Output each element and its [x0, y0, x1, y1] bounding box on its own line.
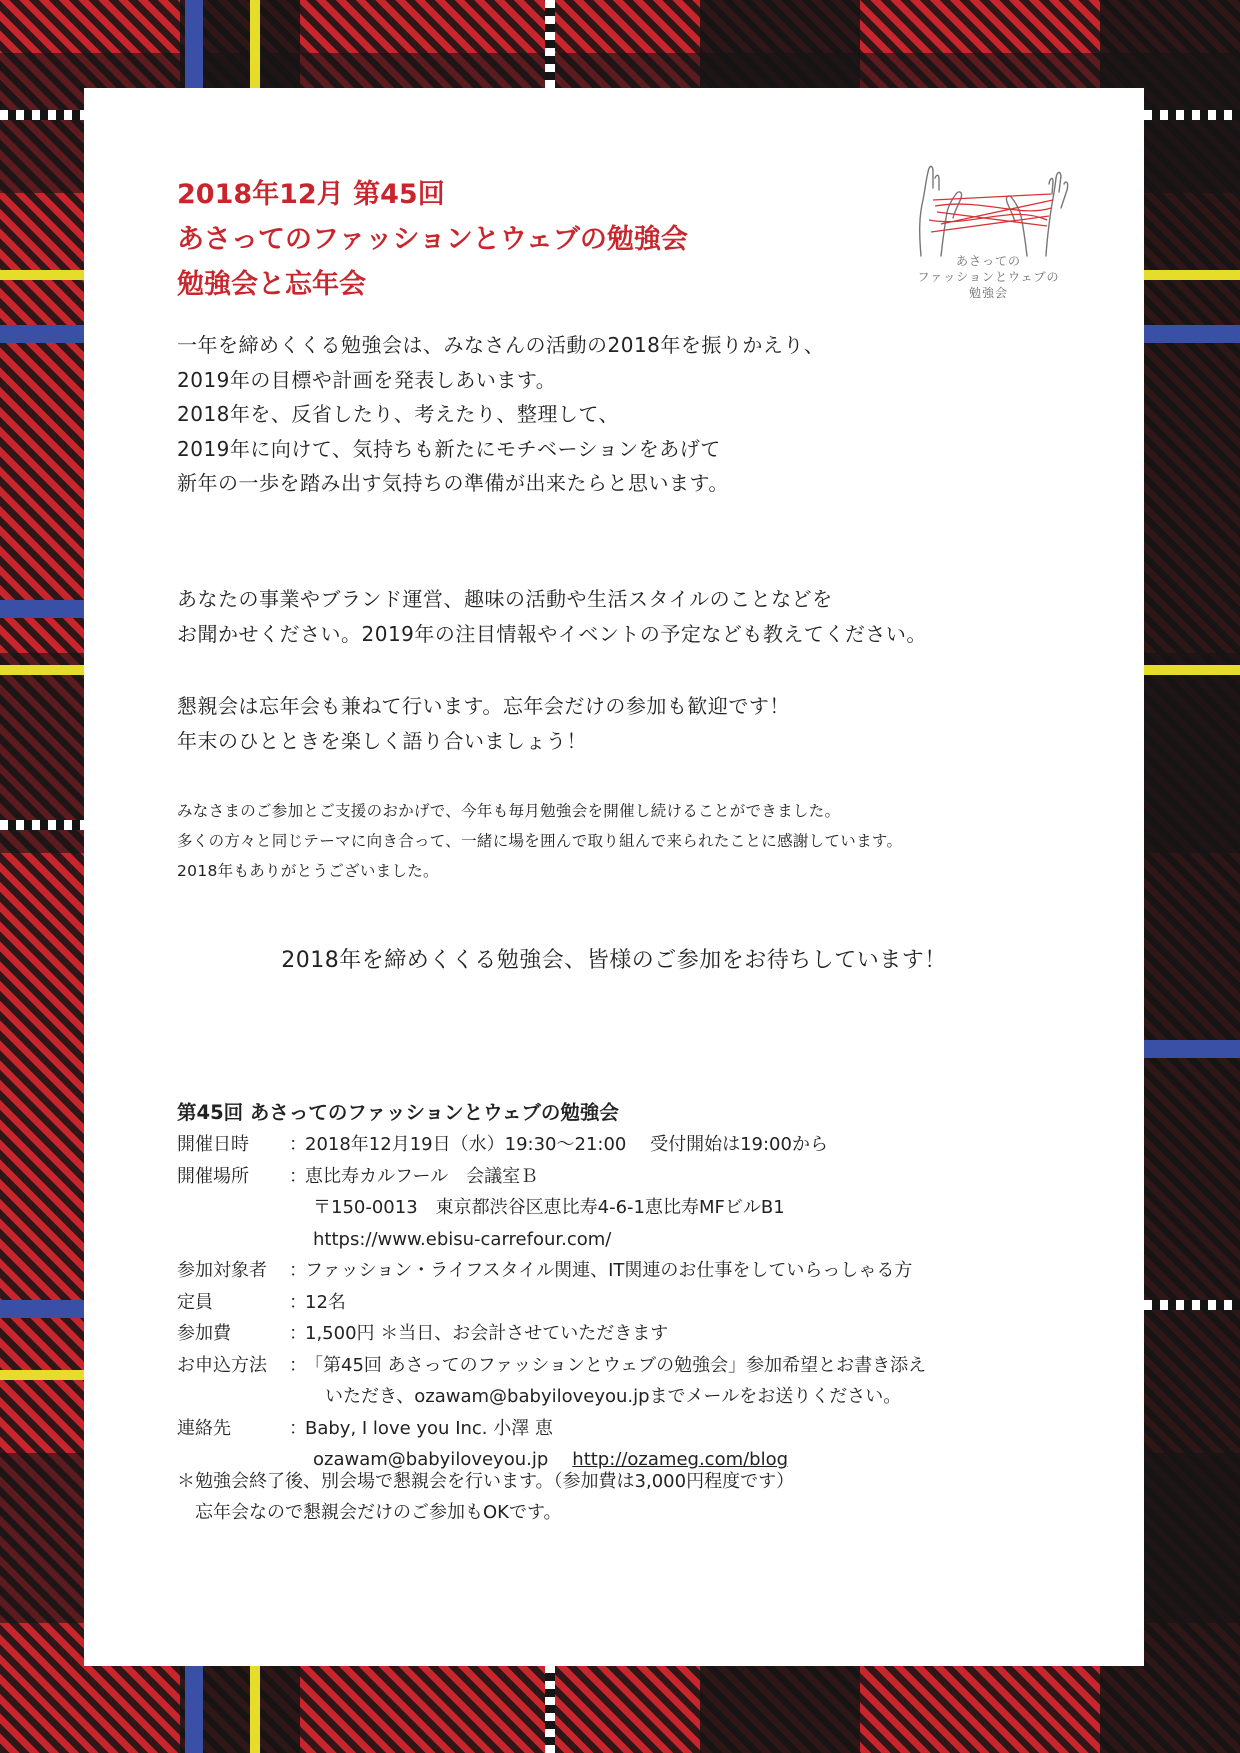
tartan-stripe-yellow-right2	[1144, 665, 1240, 675]
detail-colon: ：	[289, 1354, 307, 1376]
detail-value: ファッション・ライフスタイル関連、IT関連のお仕事をしていらっしゃる方	[305, 1260, 913, 1281]
flyer-title	[177, 172, 688, 307]
tartan-stripe-blue-bottom	[185, 1666, 203, 1753]
tartan-stripe-yellow-top	[250, 0, 260, 88]
tartan-stripe-yellow-left	[0, 270, 84, 280]
detail-label: 開催場所	[177, 1165, 249, 1187]
text-line: 懇親会は忘年会も兼ねて行います。忘年会だけの参加も歓迎です！	[177, 694, 790, 718]
text-line: 年末のひとときを楽しく語り合いましょう！	[177, 728, 587, 753]
detail-colon: ：	[289, 1417, 307, 1439]
footnote-line: 忘年会なので懇親会だけのご参加もOKです。	[177, 1502, 562, 1523]
text-line: 2018年を、反省したり、考えたり、整理して、	[177, 402, 619, 426]
blog-link[interactable]: http://ozameg.com/blog	[572, 1449, 789, 1470]
detail-value: 12名	[305, 1291, 346, 1313]
detail-row-capacity	[177, 1287, 1077, 1319]
detail-row-apply	[177, 1350, 1077, 1413]
title-line: 2018年12月 第45回	[177, 179, 445, 210]
detail-value	[305, 1161, 785, 1256]
text-line: 2019年に向けて、気持ちも新たにモチベーションをあげて	[177, 436, 721, 461]
detail-row-fee	[177, 1318, 1077, 1350]
text-line: あなたの事業やブランド運営、趣味の活動や生活スタイルのことなどを	[177, 587, 833, 611]
text-line: みなさまのご参加とご支援のおかげで、今年も毎月勉強会を開催し続けることができました。	[177, 802, 841, 820]
logo-caption-line: 勉強会	[968, 286, 1008, 300]
detail-row-date	[177, 1129, 1077, 1161]
apply-line: いただき、ozawam@babyiloveyou.jpまでメールをお送りください。	[325, 1386, 902, 1407]
detail-label: 参加費	[177, 1323, 231, 1344]
logo-caption-line: ファッションとウェブの	[917, 270, 1060, 284]
apply-line: 「第45回 あさってのファッションとウェブの勉強会」参加希望とお書き添え	[305, 1354, 927, 1376]
tartan-stripe-blue-left	[0, 325, 84, 343]
tartan-stripe-yellow-bottom	[250, 1666, 260, 1753]
detail-value: 2018年12月19日（水）19:30〜21:00 受付開始は19:00から	[305, 1134, 828, 1155]
detail-colon: ：	[289, 1165, 307, 1187]
text-line: 2019年の目標や計画を発表しあいます。	[177, 367, 557, 392]
tartan-stripe-blue-top	[185, 0, 203, 88]
tartan-stripe-blue-left3	[0, 1300, 84, 1318]
detail-colon: ：	[289, 1323, 307, 1344]
detail-value	[305, 1350, 926, 1413]
intro-paragraph-3	[177, 689, 790, 758]
event-details	[177, 1097, 1077, 1476]
tartan-stripe-yellow-left3	[0, 1370, 84, 1380]
detail-colon: ：	[289, 1291, 307, 1313]
venue-url[interactable]: https://www.ebisu-carrefour.com/	[313, 1228, 612, 1250]
tartan-stripe-yellow-left2	[0, 665, 84, 675]
tartan-stripe-white-left	[0, 110, 84, 120]
contact-name: Baby, I love you Inc. 小澤 恵	[305, 1417, 553, 1439]
thanks-paragraph	[177, 796, 902, 886]
tartan-stripe-white-right	[1144, 110, 1240, 120]
tartan-stripe-blue-left2	[0, 600, 84, 618]
footnote	[177, 1466, 794, 1528]
detail-label: 参加対象者	[177, 1260, 267, 1281]
logo-caption-line: あさっての	[955, 254, 1021, 268]
invitation-line: 2018年を締めくくる勉強会、皆様のご参加をお待ちしています！	[281, 948, 947, 973]
intro-paragraph-1	[177, 328, 824, 501]
detail-row-target	[177, 1255, 1077, 1287]
venue-address: 〒150-0013 東京都渋谷区恵比寿4-6-1恵比寿MFビルB1	[313, 1197, 785, 1218]
flyer-card	[84, 88, 1144, 1666]
detail-colon: ：	[289, 1134, 307, 1155]
detail-label: 連絡先	[177, 1417, 231, 1439]
detail-label: 定員	[177, 1291, 213, 1313]
tartan-stripe-white-bottom	[545, 1666, 555, 1753]
intro-paragraph-2	[177, 582, 927, 651]
text-line: 2018年もありがとうございました。	[177, 862, 439, 880]
title-line: あさってのファッションとウェブの勉強会	[177, 224, 688, 255]
text-line: お聞かせください。2019年の注目情報やイベントの予定なども教えてください。	[177, 621, 927, 646]
venue-name: 恵比寿カルフール 会議室Ｂ	[305, 1165, 539, 1187]
detail-label: お申込方法	[177, 1354, 267, 1376]
tartan-stripe-white-right2	[1144, 1300, 1240, 1310]
tartan-stripe-white-top	[545, 0, 555, 88]
title-line: 勉強会と忘年会	[177, 269, 366, 300]
footnote-line: ＊勉強会終了後、別会場で懇親会を行います。（参加費は3,000円程度です）	[177, 1471, 795, 1492]
tartan-stripe-yellow-right	[1144, 270, 1240, 280]
tartan-stripe-blue-right	[1144, 325, 1240, 343]
contact-email[interactable]: ozawam@babyiloveyou.jp	[313, 1449, 549, 1470]
details-title: 第45回 あさってのファッションとウェブの勉強会	[177, 1101, 619, 1124]
detail-value: 1,500円 ＊当日、お会計させていただきます	[305, 1323, 669, 1344]
detail-row-venue	[177, 1161, 1077, 1256]
detail-label: 開催日時	[177, 1134, 249, 1155]
text-line: 一年を締めくくる勉強会は、みなさんの活動の2018年を振りかえり、	[177, 333, 825, 357]
text-line: 多くの方々と同じテーマに向き合って、一緒に場を囲んで取り組んで来られたことに感謝しています。	[177, 832, 903, 850]
tartan-stripe-white-left2	[0, 820, 84, 830]
logo-caption	[901, 253, 1076, 301]
text-line: 新年の一歩を踏み出す気持ちの準備が出来たらと思います。	[177, 471, 729, 495]
tartan-stripe-blue-right2	[1144, 1040, 1240, 1058]
detail-colon: ：	[289, 1260, 307, 1281]
